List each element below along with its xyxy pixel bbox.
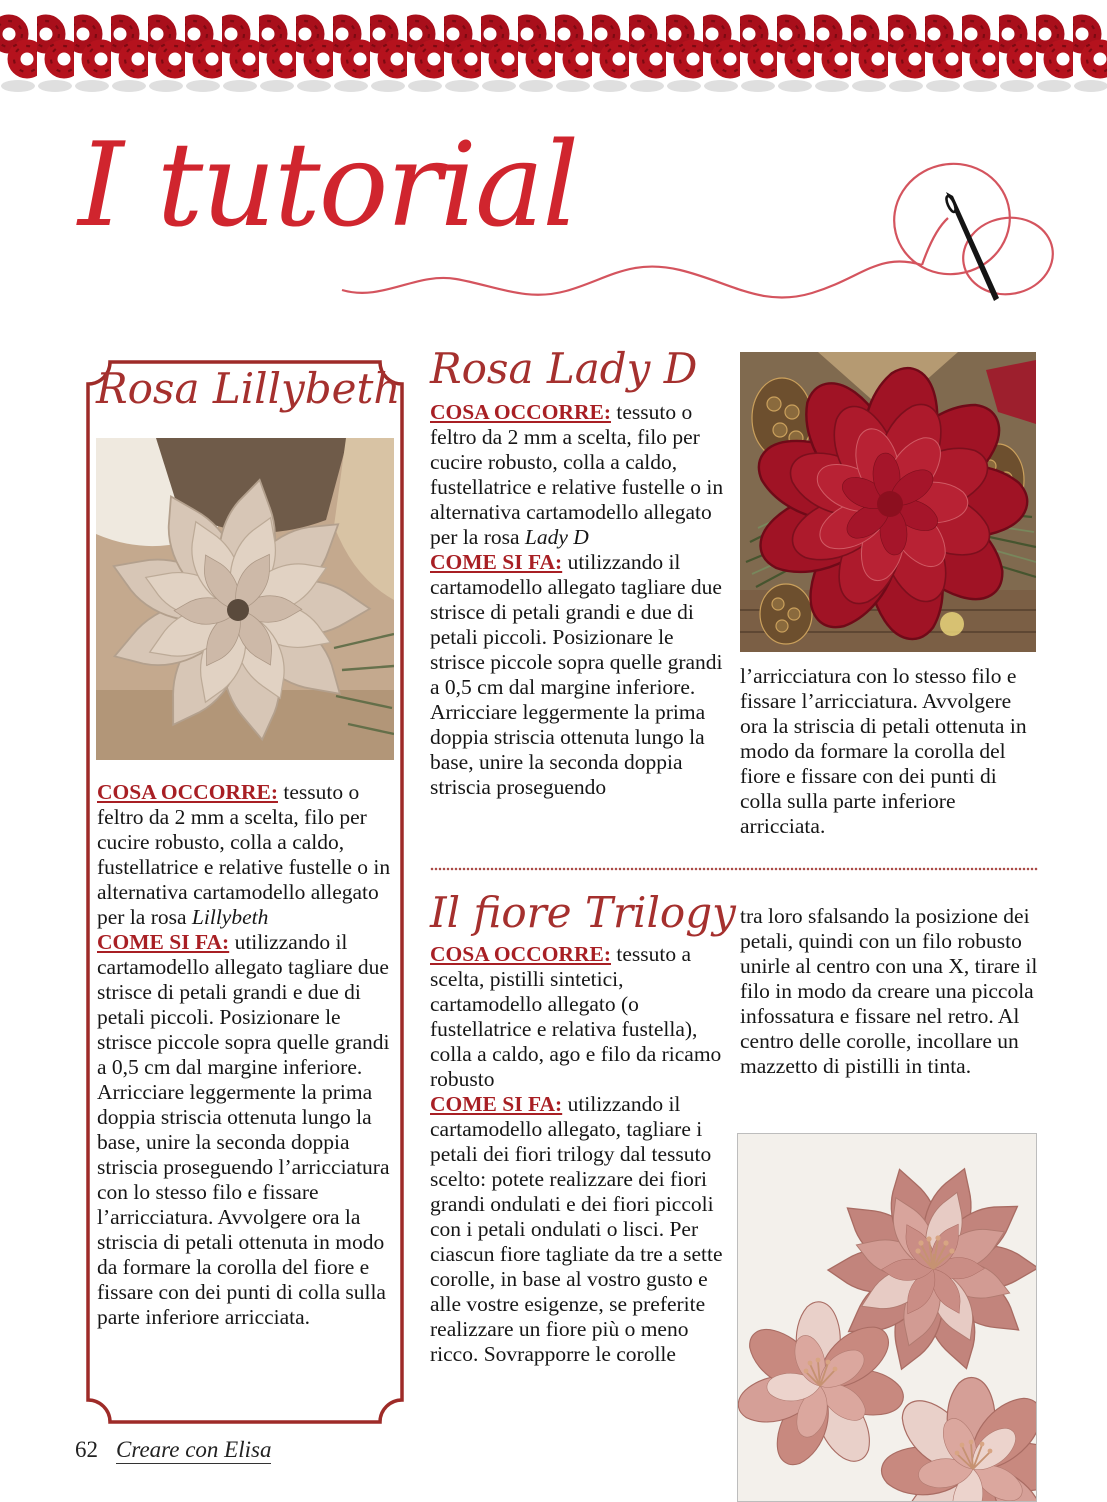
come-si-fa-label: COME SI FA: <box>97 930 230 954</box>
lillybeth-copy <box>97 780 396 1330</box>
crochet-trim-icon <box>0 4 1107 104</box>
lady-d-continuation <box>740 664 1040 839</box>
lady-d-paragraph <box>430 400 726 800</box>
come-si-fa-text: utilizzando il cartamodello allegato tagliare due strisce di petali grandi e due di petali piccoli. Posizionare le strisce piccole sopra quelle grandi a 0,5 cm dal margine inferiore. Arricciare leggermente la prima doppia striscia ottenuta lungo la base, unire la seconda doppia striscia proseguendo l’arricciatura con lo stesso filo e fissare l’arricciatura. Avvolgere ora la striscia di petali ottenuta in modo da formare la corolla del fiore e fissare con dei punti di colla sulla parte inferiore arricciata. <box>97 930 390 1329</box>
needle-and-thread-icon <box>330 122 1070 317</box>
trilogy-continuation-text: tra loro sfalsando la posizione dei petali, quindi con un filo robusto unirle al centro con una X, tirare il filo in modo da creare una piccola infossatura e fissare nel retro. Al centro delle corolle, incollare un mazzetto di pistilli in tinta. <box>740 904 1038 1078</box>
lillybeth-photo <box>96 438 394 760</box>
trilogy-title: Il fiore Trilogy <box>430 888 736 937</box>
trilogy-photo <box>737 1133 1037 1502</box>
lillybeth-paragraph <box>97 780 396 1330</box>
cosa-occorre-label: COSA OCCORRE: <box>97 780 278 804</box>
come-si-fa-label: COME SI FA: <box>430 1092 563 1117</box>
cosa-occorre-text: tessuto a scelta, pistilli sintetici, cartamodello allegato (o fustellatrice e relativa fustella), colla a caldo, ago e filo da ricamo robusto <box>430 942 722 1092</box>
lady-d-continuation-text: l’arricciatura con lo stesso filo e fissare l’arricciatura. Avvolgere ora la striscia di petali ottenuta in modo da formare la corolla del fiore e fissare con dei punti di colla sulla parte inferiore arricciata. <box>740 664 1027 838</box>
page-footer <box>75 1437 271 1463</box>
lillybeth-tutorial-box <box>82 356 408 1428</box>
lady-d-section <box>430 346 726 800</box>
page-number: 62 <box>75 1437 98 1462</box>
lillybeth-title: Rosa Lillybeth <box>96 364 401 413</box>
cosa-occorre-text: tessuto o feltro da 2 mm a scelta, filo per cucire robusto, colla a caldo, fustellatrice e relative fustelle o in alternativa cartamodello allegato per la rosa <box>97 780 391 929</box>
page-title: I tutorial <box>78 118 578 253</box>
magazine-name: Creare con Elisa <box>116 1437 272 1462</box>
cosa-occorre-label: COSA OCCORRE: <box>430 400 611 425</box>
trilogy-continuation <box>740 904 1040 1079</box>
trilogy-section <box>430 888 736 1367</box>
rose-name: Lillybeth <box>191 905 269 929</box>
come-si-fa-text: utilizzando il cartamodello allegato tagliare due strisce di petali grandi e due di petali piccoli. Posizionare le strisce piccole sopra quelle grandi a 0,5 cm dal margine inferiore. Arricciare leggermente la prima doppia striscia ottenuta lungo la base, unire la seconda doppia striscia proseguendo <box>430 550 723 800</box>
cosa-occorre-label: COSA OCCORRE: <box>430 942 611 967</box>
lady-d-title: Rosa Lady D <box>430 344 698 393</box>
come-si-fa-label: COME SI FA: <box>430 550 563 575</box>
come-si-fa-text: utilizzando il cartamodello allegato, tagliare i petali dei fiori trilogy dal tessuto scelto: potete realizzare dei fiori grandi ondulati e dei fiori piccoli con i petali ondulati o lisci. Per ciascun fiore tagliate da tre a sette corolle, in base al vostro gusto e alle vostre esigenze, se preferite realizzare un fiore più o meno ricco. Sovrapporre le corolle <box>430 1092 723 1367</box>
chain-divider <box>430 866 1038 872</box>
rose-name: Lady D <box>524 525 589 550</box>
lady-d-photo <box>740 352 1036 652</box>
trilogy-paragraph <box>430 942 726 1367</box>
cosa-occorre-text: tessuto o feltro da 2 mm a scelta, filo per cucire robusto, colla a caldo, fustellatrice e relative fustelle o in alternativa cartamodello allegato per la rosa <box>430 400 724 550</box>
